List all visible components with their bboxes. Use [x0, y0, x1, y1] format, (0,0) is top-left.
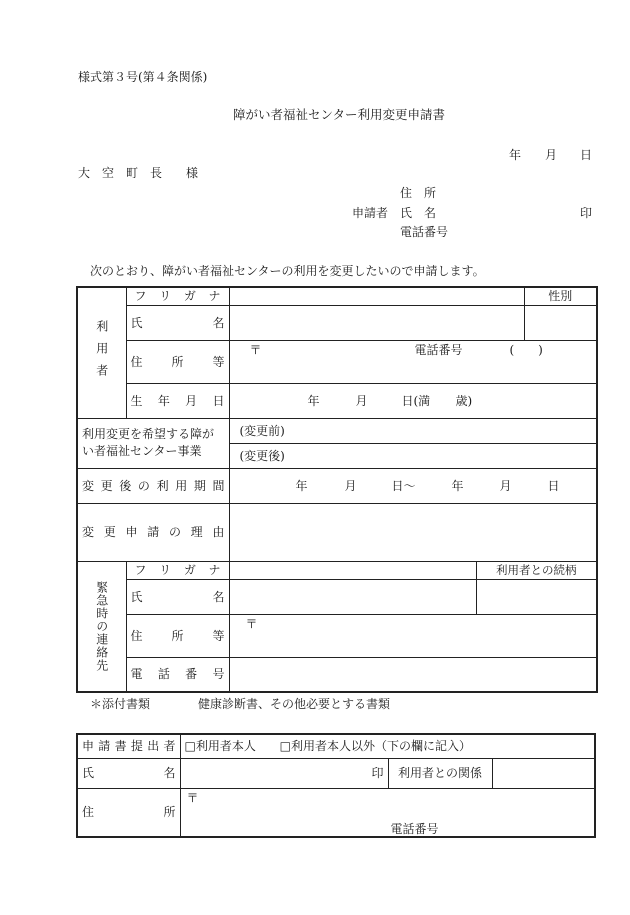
user-sex-label: 性別: [524, 287, 597, 305]
emergency-address-label: 住 所 等: [126, 614, 229, 657]
period-field[interactable]: [229, 468, 597, 503]
change-after-field[interactable]: [229, 443, 597, 468]
user-birth-field[interactable]: [229, 383, 597, 418]
user-postal-mark: 〒: [249, 342, 262, 357]
change-after-label: (変更後): [239, 448, 285, 463]
user-group-label: 利用者: [77, 287, 126, 418]
user-address-label: 住 所 等: [126, 340, 229, 383]
change-service-label: 利用変更を希望する障がい者福祉センター事業: [77, 418, 229, 468]
submitter-phone-label: 電話番号: [390, 821, 439, 836]
attachment-label: ＊添付書類: [90, 697, 151, 711]
user-address-field[interactable]: [229, 340, 597, 383]
submitter-postal-mark: 〒: [186, 790, 199, 805]
user-furigana-field[interactable]: [229, 287, 524, 305]
birth-month: 月: [355, 393, 368, 408]
main-form-table: [76, 286, 598, 693]
user-sex-field[interactable]: [524, 305, 597, 340]
reason-label: 変 更 申 請 の 理 由: [77, 503, 229, 561]
period-y2: 年: [451, 478, 464, 493]
user-phone-label: 電話番号: [414, 342, 463, 357]
user-name-label: 氏 名: [126, 305, 229, 340]
emergency-relation-field[interactable]: [476, 579, 597, 614]
emergency-phone-label: 電 話 番 号: [126, 657, 229, 692]
birth-age: 歳): [455, 393, 473, 408]
submitter-table: [76, 733, 596, 838]
attachment-value: 健康診断書、その他必要とする書類: [198, 697, 391, 711]
birth-year: 年: [307, 393, 320, 408]
period-d2: 日: [547, 478, 560, 493]
emergency-address-field[interactable]: [229, 614, 597, 657]
date-month: 月: [545, 148, 558, 162]
submitter-name-label: 氏 名: [77, 758, 180, 788]
period-m2: 月: [499, 478, 512, 493]
period-d1: 日〜: [391, 478, 416, 493]
emergency-relation-label: 利用者との続柄: [476, 561, 597, 579]
period-y1: 年: [295, 478, 308, 493]
addressee: 大 空 町 長 様: [78, 166, 199, 180]
emergency-furigana-label: フ リ ガ ナ: [126, 561, 229, 579]
applicant-address-label: 住 所: [400, 186, 437, 200]
date-year: 年: [509, 148, 522, 162]
change-before-label: (変更前): [239, 423, 285, 438]
submitter-address-field[interactable]: [180, 788, 595, 837]
emergency-furigana-field[interactable]: [229, 561, 476, 579]
user-furigana-label: フ リ ガ ナ: [126, 287, 229, 305]
applicant-label: 申請者: [352, 206, 389, 220]
user-birth-label: 生 年 月 日: [126, 383, 229, 418]
change-before-field[interactable]: [229, 418, 597, 443]
option-other[interactable]: □利用者本人以外（下の欄に記入）: [279, 739, 472, 754]
submitter-options: [180, 734, 595, 758]
user-phone-paren: ( ): [509, 342, 543, 357]
submitter-address-label: 住 所: [77, 788, 180, 837]
date-day: 日: [580, 148, 593, 162]
birth-day: 日(満: [401, 393, 431, 408]
page-title: 障がい者福祉センター利用変更申請書: [233, 107, 446, 122]
submitter-relation-label: 利用者との関係: [388, 758, 492, 788]
period-m1: 月: [344, 478, 357, 493]
user-name-field[interactable]: [229, 305, 524, 340]
period-label: 変 更 後 の 利 用 期 間: [77, 468, 229, 503]
applicant-seal: 印: [580, 206, 593, 220]
emergency-name-label: 氏 名: [126, 579, 229, 614]
submitter-label: 申 請 書 提 出 者: [77, 734, 180, 758]
intro-text: 次のとおり、障がい者福祉センターの利用を変更したいので申請します。: [90, 264, 485, 278]
applicant-name-label: 氏 名: [400, 206, 437, 220]
emergency-name-field[interactable]: [229, 579, 476, 614]
submitter-seal: 印: [371, 766, 384, 780]
submitter-name-field[interactable]: [180, 758, 388, 788]
option-self[interactable]: □利用者本人: [184, 739, 256, 754]
emergency-postal-mark: 〒: [245, 616, 258, 631]
reason-field[interactable]: [229, 503, 597, 561]
submitter-relation-field[interactable]: [492, 758, 595, 788]
emergency-group-label: 緊急時の連絡先: [77, 561, 126, 692]
applicant-phone-label: 電話番号: [400, 225, 449, 239]
emergency-phone-field[interactable]: [229, 657, 597, 692]
form-number: 様式第３号(第４条関係): [78, 70, 208, 84]
